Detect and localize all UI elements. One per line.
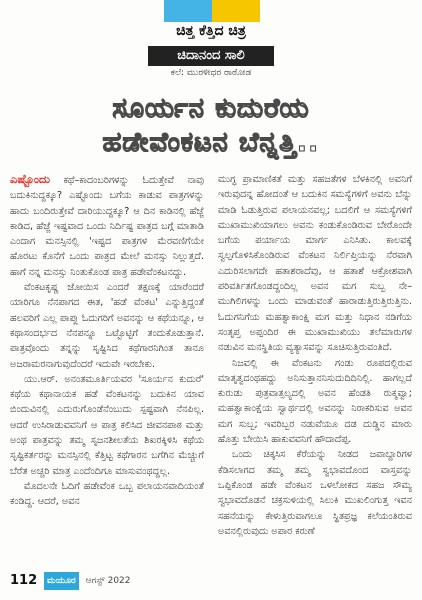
illustrator-credit: ಕಲೆ: ಮುರಳೀಧರ ರಾಠೋಡ bbox=[170, 68, 252, 78]
paragraph: ಮುಗ್ಧ ಪ್ರಾಮಾಣಿಕತೆ ಮತ್ತು ಸಹಜತೆಗಳ ಬೆಳಕಿನಲ್ಲಿ ಅವನಿಗೆ ಇರುವುದನ್ನ ಹೋದಂತೆ ಆ ಬದುಕಿನ ಸಮಸ್ಯೆಗಳಿಗೆ ಅವನು ಬೆನ್ನು ಮಾಡಿ ಓಡುತ್ತಿರುವ ಪಲಾಯನವಲ್ಲ; ಬದಲಿಗೆ ಆ ಸಮಸ್ಯೆಗಳಿಗೆ ಮುಖಾಮುಖಿಯಾಗಲು ಅವನು ಕಂಡುಕೊಂಡಿರುವ ಬೇರೊಂದೇ ಬಗೆಯ ಪರ್ಯಾಯ ಮಾರ್ಗ ಎನಿಸಿತು. ಕಾಲವಕ್ಕೆ ಸ್ವಲ್ಪಗೊಳಿಸಿಕೊಂಡಿರುವ ವೆಂಕಟನ ನಿರ್ಲಿಪ್ತಿಯನ್ನು ನೆರವಾಗಿ ಎದುರಿಸಲಾಗದೇ ಹತಾಶರಾದೆವು, ಆ ಹತಾಶೆ ಆಕ್ರೋಶವಾಗಿ ಪರಿವರ್ತಿತಗೊಂಡದ್ದಂದಿಲ್ಲ ಅವನ ಮಗ ಸುಬ್ಬ ನೇ–ಮುಗಿಲಿಗಳನ್ನು ಒಂದು ಮಾಡುವಂತೆ ಹಾರಾಡುತ್ತಿರುತ್ತಿರುತ್ತಿನು. ಓದುಗನಿಗೆಯ ಮಹತ್ವಾಕಾಂಕ್ಷಿ ಮಗ ಮತ್ತು ನಿಧಾನ ನಡಿಗೆಯ ಸಂತೃಪ್ತ ಅಪ್ಪಂದಿರ ಈ ಮುಖಾಮುಖಿಯು ತಲೆಮಾರುಗಳ ನಡುವಿನ ಮನಸ್ಥಿತಿಯ ವ್ಯತ್ಯಾಸವನ್ನು ಸೂಚಿಸುತ್ತಿರುವಂತಿದೆ. bbox=[218, 174, 412, 354]
issue-date: ಆಗಸ್ಟ್ 2022 bbox=[85, 576, 131, 586]
page-number: 112 bbox=[10, 573, 38, 588]
article-column-right bbox=[218, 172, 412, 542]
paragraph-text: ಕಥೆ–ಕಾದಂಬರಿಗಳನ್ನು ಓದುತ್ತೇವೆ ನಾವು ಬದುಕಿನುದ್ದಕ್ಕೂ? ಎಷ್ಟೊಂದು ಬಗೆಯ ಕಾಡುವ ಪಾತ್ರಗಳನ್ನು ಹಾದು ಬಂದಿರುತ್ತೇವೆ ದಾರಿಯುದ್ದಕ್ಕೂ? ಆ ದಿನ ಕಾಡಿನಲ್ಲಿ ಹೆಜ್ಜೆ ಕಾಡಿದ, ಹೆಜ್ಜೆ ಇಷ್ಟವಾದ ಒಂದು ನಿರ್ದಿಷ್ಟ ಪಾತ್ರದ ಬಗ್ಗೆ ಮಾತಾಡಿ ಎಂದಾಗ ಮನಸ್ಸಿನಲ್ಲಿ 'ಇಷ್ಟದ ಪಾತ್ರಗಳ ಮೆರವಣಿಗೆಯೇ ಹೊರಟು ಕೊನೆಗೆ ಒಂದು ಪಾತ್ರದ ಮೇಲೆ ಮನಸ್ಸು ನಿಲ್ಲುತ್ತದೆ. ಹಾಗೆ ನನ್ನ ಮನಸ್ಸು ನಿಂತುಕೊಂಡ ಪಾತ್ರ ಹಡೇವೆಂಕಟನದ್ದು. bbox=[10, 175, 204, 278]
paragraph: ಮೊದಲನೇ ಓದಿಗೆ ಹಡೇವೆಂಕ ಒಬ್ಬ ಪಲಾಯನವಾದಿಯಂತೆ ಕಂಡಿದ್ದ. ಆದರೆ, ಅವನ bbox=[10, 480, 204, 508]
headline-line-2: ಹಡೇವೆಂಕಟನ ಬೆನ್ನತ್ತಿ.. bbox=[102, 127, 320, 158]
paragraph: ನಿಜವಲ್ಲಿ ಈ ವೆಂಕಟನು ಗಂಡು ರೂಪದಲ್ಲಿರುವ ಮಾತೃತ್ವದಂಥಹದ್ದು ಅನಿಸುತ್ತಾನನಿಸುದುದಿದಿನಿಲ್ಲಿ. ಹಾಗಲ್ಲದೆ ಕುರುಡು ಪುತ್ರವಾತ್ಸಲ್ಯದಲ್ಲಿ ಅವನ ಹೆಂಡತಿ ರುಕ್ಮವ್ವಾ; ಮಹತ್ವಾಕಾಂಕ್ಷೆಯ ಸ್ವಾರ್ಥದಲ್ಲಿ ಅವನನ್ನು ನಿರಾಕರಿಸುವ ಅವನ ಮಗ ಸುಬ್ಬ; ಇವರಿಬ್ಬರ ನಡುವೆಯೂ ದಡ ದುಡ್ಡಿನ ಮಾರು ಹೊತ್ತು ಬೇಯಿಸಿ ಹಾಕುವವನಿಗೆ ಹೌದಾದೆಪ್ಪ. bbox=[218, 357, 412, 446]
column-header bbox=[0, 0, 422, 86]
paragraph: ಒಂದು ಚಿಕ್ಕಸಿಸ ಕೆರೆಯನ್ನು ನೀಡದ ಜವಾಬ್ದಾರಿಗಳ ಕೆಡಿಸಲಾಗದ ತಮ್ಮ ತಮ್ಮ ಸ್ವಭಾವದೊಂದ ವಾಸ್ತವನ್ನು ಒಪ್ಪಿಕೊಂಡ ಹಡೇ ವೆಂಕಟನ ಒಳಲೋಕದ ಸಹಜ ಸೌಮ್ಯ ಸ್ವಭಾವದೊಡನೆ ಚಕ್ರಸುಳಿಯಲ್ಲಿ ಸಿಲುಕಿ ಮುಖಲಿಂಗುತ್ತ ಇವನ ಸಹನೆಯನ್ನು ಕೇಳುತ್ತಿರುವಾಗಲೂ ಸ್ಥಿತಪ್ರಜ್ಞ ಕಲೆಯಂತಿರುವ ಅವನಲ್ಲಿರುವುದು ಅಪಾರ ಕರುಣೆ bbox=[218, 449, 412, 537]
author-name: ಚಿದಾನಂದ ಸಾಲಿ bbox=[148, 46, 274, 66]
page-footer bbox=[10, 572, 170, 590]
drop-word: ಎಷ್ಟೊಂದು bbox=[10, 172, 51, 186]
article-headline bbox=[0, 92, 422, 160]
paragraph bbox=[10, 172, 204, 280]
paragraph: ವೆಂಕಟಕೃಷ್ಣ ಜೋಯಿಸ ಎಂದರೆ ತಕ್ಷಣಕ್ಕೆ ಯಾರೆಂದರೆ ಯಾರಿಗೂ ನೆನಪಾಗದ ಈತ, 'ಹಡೆ ವೆಂಕಟ' ಎನ್ನುತ್ತಿದ್ದಂತೆ ಹಲವರಿಗೆ ಎಲ್ಲ ಪಾಪ್ಲು ಓದುಗರಿಗೆ ಅವನನ್ನು ಆ ಕಥೆಯನ್ನೂ, ಆ ಕಥಾಸಂದರ್ಭದ ನೆನಪನ್ನೂ ಒಟ್ಟೊಟ್ಟಿಗೆ ತಂದುಕೊಡುತ್ತಾನೆ. ಪಾತ್ರವೊಂದು ತನ್ನನ್ನು ಸೃಷ್ಟಿಸಿದ ಕಥೆಗಾರನಿಗಿಂತ ತಾನೂ ಅಜರಾಮರನಾಗುವುದೆಂದರೆ ಇದುವೇ ಇರಬೇಕು. bbox=[10, 282, 204, 370]
paragraph: ಯು.ಆರ್. ಅನಂತಮೂರ್ತಿಯವರ 'ಸೂರ್ಯನ ಕುದುರೆ' ಕಥೆಯ ಕಥಾನಾಯಕ ಹಡೆ ವೆಂಕಟನನ್ನು ಬದುಕಿನ ಯಾವ ಬಿಂದುವಿನಲ್ಲಿ ಎದುರುಗೊಂಡೆನೆಂಬುದು ಸ್ಪಷ್ಟವಾಗಿ ನೆನಪಿಲ್ಲ. ಆದರೆ ಉಸಿರಾಡುವವನಿಗೆ ಆ ಪಾತ್ರ ಕಲಿಸಿದ ಜೀವನಪಾಠ ಮತ್ತು ಅಂಥ ಪಾತ್ರವನ್ನು ತಮ್ಮ ಸೃಜನಶೀಲತೆಯ ಶಿಖರಕ್ಕಿಳಿಸಿ ಕಥೆಯ ಸೃಷ್ಟಿಕರ್ತರನ್ನು ಮನಸ್ಸಿನಲ್ಲಿ ಕೆತ್ತಿಟ್ಟ ಕಥೆಗಾರನ ಬಗೆಗಿನ ಮೆಚ್ಚುಗೆ ಬೆರೆತ ಅಚ್ಚರಿ ಮಾತ್ರ ಎಂದೆಂದಿಗೂ ಮಾಸುವಂಥದ್ದಲ್ಲ. bbox=[10, 373, 204, 477]
headline-line-1: ಸೂರ್ಯನ ಕುದುರೆಯ bbox=[112, 93, 310, 124]
article-column-left bbox=[10, 172, 204, 542]
magazine-name: ಮಯೂರ bbox=[44, 572, 79, 590]
series-title: ಚಿತ್ತ ಕೆತ್ತಿದ ಚಿತ್ರ bbox=[152, 22, 270, 40]
